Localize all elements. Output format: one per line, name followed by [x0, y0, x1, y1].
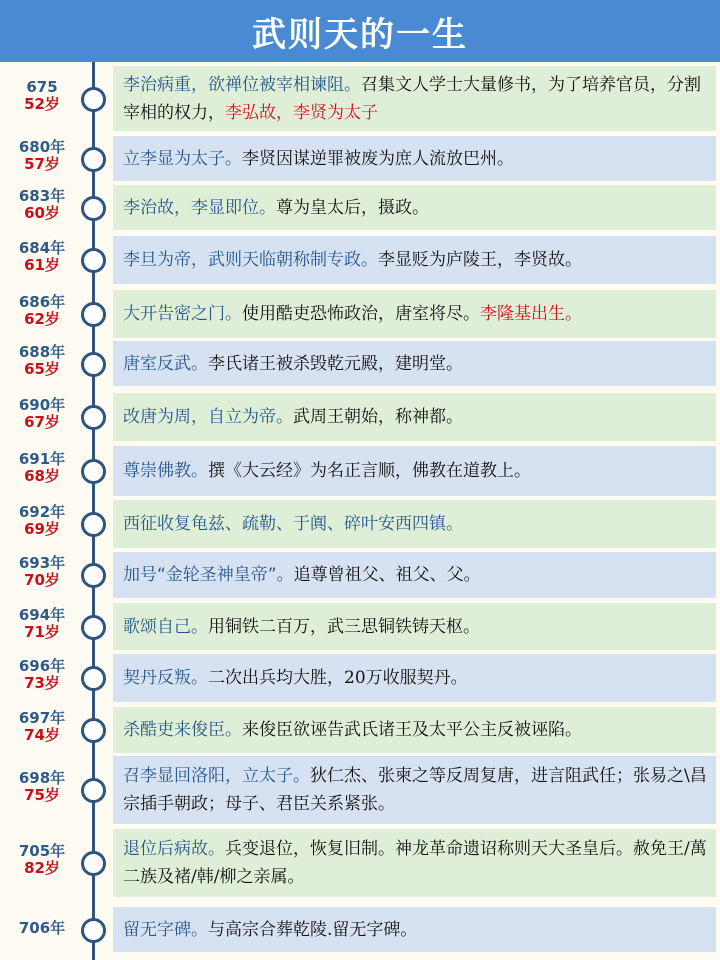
entry-date — [0, 79, 84, 114]
entry-date — [0, 658, 84, 693]
entry-box — [113, 552, 716, 598]
entry-age: 70岁 — [24, 571, 60, 590]
entry-headline: 留无字碑。 — [123, 919, 208, 940]
entry-text — [123, 145, 708, 173]
entry-text — [123, 664, 708, 692]
entry-detail: 撰《大云经》为名正言顺，佛教在道教上。 — [208, 461, 531, 481]
entry-detail: 李氏诸王被杀毁乾元殿，建明堂。 — [208, 353, 463, 374]
entry-detail: 来俊臣欲诬告武氏诸王及太平公主反被诬陷。 — [242, 720, 582, 740]
timeline-node-icon — [81, 87, 106, 112]
entry-box — [113, 603, 716, 650]
entry-year: 690年 — [18, 396, 66, 414]
entry-date — [0, 920, 84, 937]
entry-box — [113, 136, 716, 181]
timeline-node-icon — [81, 918, 106, 943]
entry-text — [123, 835, 708, 891]
entry-date — [0, 843, 84, 878]
entry-box — [113, 446, 716, 496]
entry-detail: 使用酷吏恐怖政治，唐室将尽。 — [242, 304, 480, 324]
timeline-node-icon — [81, 512, 106, 537]
timeline-node-icon — [81, 666, 106, 691]
entry-headline: 加号“金轮圣神皇帝”。 — [123, 565, 294, 585]
entry-headline: 李治故，李显即位。 — [123, 197, 276, 218]
entry-age: 61岁 — [24, 256, 60, 275]
entry-headline: 西征收复龟兹、疏勒、于阗、碎叶安西四镇。 — [123, 514, 463, 534]
entry-detail: 李贤因谋逆罪被废为庶人流放巴州。 — [242, 148, 514, 169]
entry-year: 686年 — [18, 293, 66, 311]
entry-box — [113, 907, 716, 952]
entry-text — [123, 300, 708, 328]
entry-detail: 兵变退位，恢复旧制。神龙革命遗诏称则天大圣皇后。赦免王/萬二族及褚/韩/柳之亲属。 — [123, 839, 707, 887]
entry-headline: 尊崇佛教。 — [123, 461, 208, 481]
entry-text — [123, 916, 708, 944]
entry-date — [0, 555, 84, 590]
entry-date — [0, 294, 84, 329]
timeline-node-icon — [81, 352, 106, 377]
timeline-node-icon — [81, 302, 106, 327]
entry-text — [123, 457, 708, 485]
entry-detail: 狄仁杰、张柬之等反周复唐，进言阻武任；张易之\昌宗插手朝政；母子、君臣关系紧张。 — [123, 766, 707, 814]
entry-box — [113, 707, 716, 753]
timeline-node-icon — [81, 405, 106, 430]
entry-headline: 改唐为周，自立为帝。 — [123, 407, 293, 427]
entry-year: 706年 — [18, 918, 66, 937]
entry-date — [0, 607, 84, 642]
entry-text — [123, 246, 708, 274]
entry-year: 696年 — [18, 657, 66, 675]
entry-text — [123, 613, 708, 641]
entry-detail: 二次出兵均大胜，20万收服契丹。 — [208, 668, 468, 688]
entry-headline: 歌颂自己。 — [123, 616, 208, 637]
timeline-node-icon — [81, 778, 106, 803]
entry-date — [0, 240, 84, 275]
entry-text — [123, 561, 708, 589]
timeline-node-icon — [81, 248, 106, 273]
entry-age: 68岁 — [24, 467, 60, 486]
entry-detail: 李显贬为庐陵王，李贤故。 — [378, 250, 582, 270]
entry-age: 52岁 — [24, 94, 60, 113]
entry-age: 62岁 — [24, 310, 60, 329]
entry-box — [113, 341, 716, 386]
timeline-node-icon — [81, 196, 106, 221]
entry-age: 65岁 — [24, 359, 60, 378]
timeline-node-icon — [81, 615, 106, 640]
entry-date — [0, 344, 84, 379]
entry-age: 73岁 — [24, 674, 60, 693]
entry-age: 67岁 — [24, 413, 60, 432]
entry-box — [113, 290, 716, 338]
entry-age: 75岁 — [24, 786, 60, 805]
entry-box — [113, 500, 716, 548]
page-title: 武则天的一生 — [252, 14, 468, 55]
entry-headline: 杀酷吏来俊臣。 — [123, 720, 242, 740]
entry-age: 74岁 — [24, 726, 60, 745]
entry-text — [123, 716, 708, 744]
entry-age: 82岁 — [24, 859, 60, 878]
header-banner — [0, 0, 720, 62]
entry-year: 675 — [26, 77, 58, 96]
entry-headline: 李治病重，欲禅位被宰相谏阻。 — [123, 74, 361, 95]
timeline-node-icon — [81, 563, 106, 588]
entry-text — [123, 510, 708, 538]
entry-detail: 追尊曾祖父、祖父、父。 — [293, 565, 481, 585]
entry-box — [113, 66, 716, 131]
entry-text — [123, 762, 708, 818]
entry-year: 694年 — [18, 605, 66, 624]
entry-date — [0, 770, 84, 805]
entry-headline: 召李显回洛阳，立太子。 — [123, 766, 310, 786]
entry-date — [0, 397, 84, 432]
entry-year: 688年 — [18, 342, 66, 361]
entry-date — [0, 451, 84, 486]
entry-year: 692年 — [18, 503, 66, 521]
entry-detail: 用铜铁二百万，武三思铜铁铸天枢。 — [208, 616, 480, 637]
timeline-node-icon — [81, 851, 106, 876]
entry-detail: 武周王朝始，称神都。 — [293, 407, 463, 427]
entry-age: 71岁 — [24, 622, 60, 641]
entry-box — [113, 185, 716, 230]
entry-year: 684年 — [18, 239, 66, 257]
entry-text — [123, 403, 708, 431]
entry-detail: 尊为皇太后，摄政。 — [276, 197, 429, 218]
entry-headline: 立李显为太子。 — [123, 148, 242, 169]
entry-year: 693年 — [18, 554, 66, 572]
entry-headline: 李旦为帝，武则天临朝称制专政。 — [123, 250, 378, 270]
entry-date — [0, 139, 84, 174]
entry-headline: 唐室反武。 — [123, 353, 208, 374]
entry-detail: 与高宗合葬乾陵.留无字碑。 — [208, 919, 418, 940]
entry-box — [113, 654, 716, 702]
entry-box — [113, 756, 716, 824]
entry-text — [123, 71, 708, 127]
entry-age: 69岁 — [24, 520, 60, 539]
entry-highlight: 李隆基出生。 — [480, 304, 582, 324]
entry-age: 60岁 — [24, 203, 60, 222]
entry-age: 57岁 — [24, 154, 60, 173]
entry-date — [0, 188, 84, 223]
entry-detail: 召集文人学士大量修书，为了培养官员，分割宰相的权力， — [123, 74, 701, 123]
timeline-node-icon — [81, 718, 106, 743]
entry-box — [113, 829, 716, 897]
entry-date — [0, 710, 84, 745]
entry-text — [123, 194, 708, 222]
entry-highlight: 李弘故，李贤为太子 — [225, 102, 378, 123]
entry-headline: 大开告密之门。 — [123, 304, 242, 324]
entry-year: 691年 — [18, 450, 66, 468]
entry-year: 698年 — [18, 769, 66, 787]
entry-box — [113, 393, 716, 441]
timeline-node-icon — [81, 459, 106, 484]
entry-year: 697年 — [18, 709, 66, 727]
entry-headline: 退位后病故。 — [123, 839, 225, 859]
entry-year: 705年 — [18, 842, 66, 860]
entry-year: 680年 — [18, 137, 66, 156]
entry-headline: 契丹反叛。 — [123, 668, 208, 688]
entry-date — [0, 504, 84, 539]
entry-box — [113, 236, 716, 284]
entry-year: 683年 — [18, 186, 66, 205]
timeline-node-icon — [81, 147, 106, 172]
entry-text — [123, 350, 708, 378]
